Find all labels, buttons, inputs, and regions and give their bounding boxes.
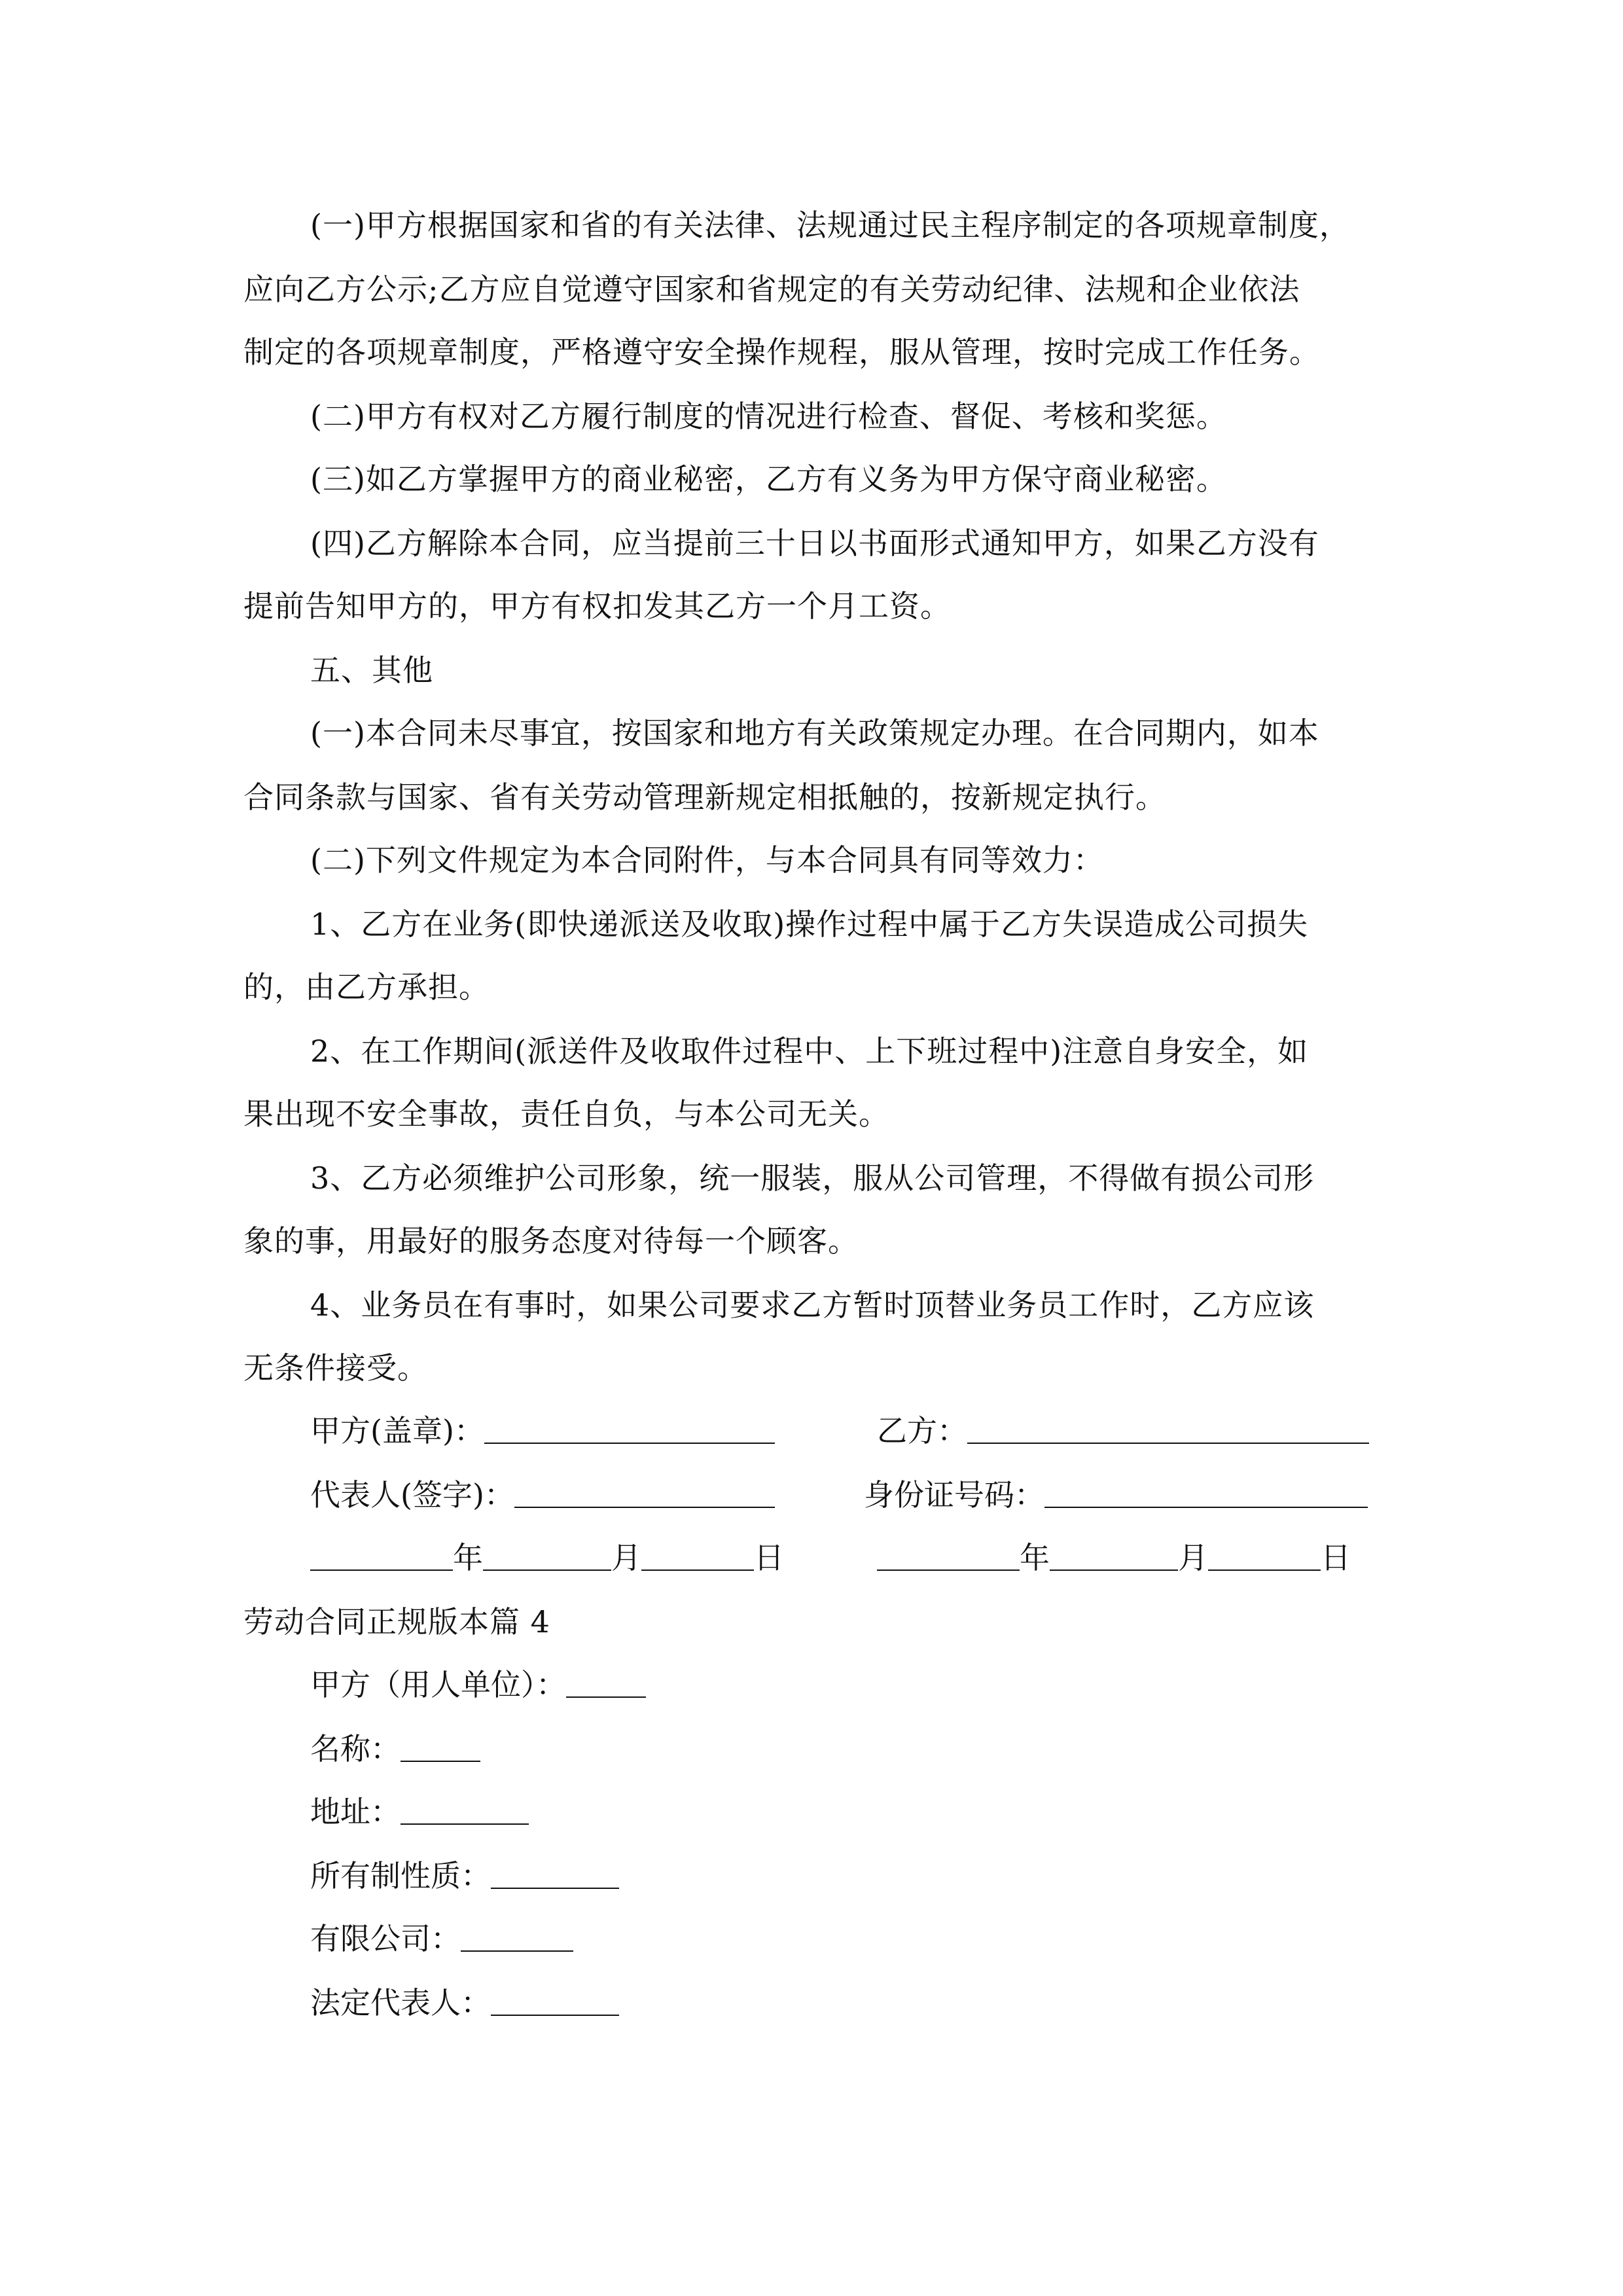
id-number-label: 身份证号码： <box>864 1477 1044 1513</box>
date-right-row <box>877 1538 1351 1577</box>
item-3-line-1: 3、乙方必须维护公司形象，统一服装，服从公司管理，不得做有损公司形 <box>310 1160 1315 1196</box>
name-row <box>310 1729 480 1768</box>
id-number-blank[interactable] <box>1044 1475 1368 1508</box>
id-number-row <box>864 1475 1368 1515</box>
date-right-year-label: 年 <box>1020 1540 1050 1575</box>
party-b-blank[interactable] <box>967 1411 1369 1444</box>
date-left-day-blank[interactable] <box>641 1538 754 1571</box>
item-2-line-2: 果出现不安全事故，责任自负，与本公司无关。 <box>243 1096 889 1132</box>
employer-blank[interactable] <box>566 1665 646 1698</box>
date-right-day-blank[interactable] <box>1208 1538 1321 1571</box>
address-blank[interactable] <box>401 1792 529 1825</box>
party-a-seal-row <box>310 1411 775 1450</box>
party-b-row <box>877 1411 1369 1450</box>
clause-4-line-1: (四)乙方解除本合同，应当提前三十日以书面形式通知甲方，如果乙方没有 <box>310 526 1319 561</box>
date-right-year-blank[interactable] <box>877 1538 1020 1571</box>
date-left-year-label: 年 <box>453 1540 483 1575</box>
address-label: 地址： <box>310 1794 401 1829</box>
ownership-row <box>310 1856 619 1895</box>
clause-1-line-2: 应向乙方公示;乙方应自觉遵守国家和省规定的有关劳动纪律、法规和企业依法 <box>243 272 1300 307</box>
other-clause-2: (二)下列文件规定为本合同附件，与本合同具有同等效力： <box>310 842 1104 878</box>
party-a-label: 甲方(盖章)： <box>310 1413 484 1448</box>
party-a-blank[interactable] <box>484 1411 775 1444</box>
clause-2: (二)甲方有权对乙方履行制度的情况进行检查、督促、考核和奖惩。 <box>310 399 1227 434</box>
representative-label: 代表人(签字)： <box>310 1477 514 1513</box>
party-b-label: 乙方： <box>877 1413 967 1448</box>
legal-rep-row <box>310 1983 619 2022</box>
date-left-month-blank[interactable] <box>483 1538 611 1571</box>
representative-row <box>310 1475 775 1515</box>
section-title: 劳动合同正规版本篇 4 <box>243 1604 550 1640</box>
other-clause-1-line-2: 合同条款与国家、省有关劳动管理新规定相抵触的，按新规定执行。 <box>243 780 1166 815</box>
item-1-line-2: 的，由乙方承担。 <box>243 969 490 1005</box>
date-left-row <box>310 1538 784 1577</box>
date-right-month-label: 月 <box>1178 1540 1208 1575</box>
ownership-blank[interactable] <box>491 1856 619 1889</box>
item-3-line-2: 象的事，用最好的服务态度对待每一个顾客。 <box>243 1223 859 1259</box>
item-4-line-2: 无条件接受。 <box>243 1350 428 1386</box>
date-left-day-label: 日 <box>754 1540 784 1575</box>
date-left-year-blank[interactable] <box>310 1538 453 1571</box>
date-right-month-blank[interactable] <box>1050 1538 1178 1571</box>
company-label: 有限公司： <box>310 1921 461 1956</box>
clause-3: (三)如乙方掌握甲方的商业秘密，乙方有义务为甲方保守商业秘密。 <box>310 461 1227 497</box>
company-blank[interactable] <box>461 1919 573 1952</box>
item-4-line-1: 4、业务员在有事时，如果公司要求乙方暂时顶替业务员工作时，乙方应该 <box>310 1287 1315 1323</box>
date-left-month-label: 月 <box>611 1540 641 1575</box>
clause-1-line-1: (一)甲方根据国家和省的有关法律、法规通过民主程序制定的各项规章制度， <box>310 207 1350 243</box>
item-1-line-1: 1、乙方在业务(即快递派送及收取)操作过程中属于乙方失误造成公司损失 <box>310 906 1309 942</box>
ownership-label: 所有制性质： <box>310 1858 491 1893</box>
date-right-day-label: 日 <box>1321 1540 1351 1575</box>
representative-blank[interactable] <box>514 1475 775 1508</box>
employer-label: 甲方（用人单位）： <box>310 1667 566 1702</box>
company-row <box>310 1919 573 1958</box>
clause-1-line-3: 制定的各项规章制度，严格遵守安全操作规程，服从管理，按时完成工作任务。 <box>243 334 1320 370</box>
address-row <box>310 1792 529 1831</box>
legal-rep-label: 法定代表人： <box>310 1985 491 2020</box>
name-label: 名称： <box>310 1731 401 1767</box>
name-blank[interactable] <box>401 1729 480 1762</box>
clause-4-line-2: 提前告知甲方的，甲方有权扣发其乙方一个月工资。 <box>243 588 951 624</box>
employer-row <box>310 1665 646 1704</box>
other-clause-1-line-1: (一)本合同未尽事宜，按国家和地方有关政策规定办理。在合同期内，如本 <box>310 715 1319 751</box>
section-five-heading: 五、其他 <box>310 653 433 688</box>
legal-rep-blank[interactable] <box>491 1983 619 2016</box>
item-2-line-1: 2、在工作期间(派送件及收取件过程中、上下班过程中)注意自身安全，如 <box>310 1033 1309 1069</box>
